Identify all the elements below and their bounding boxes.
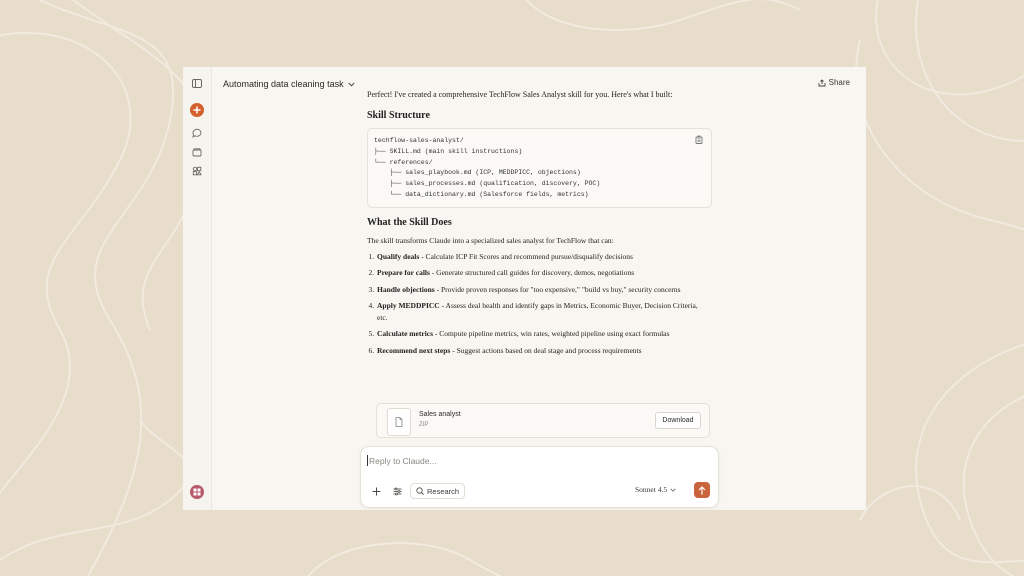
copy-icon[interactable]	[695, 135, 703, 149]
list-item	[376, 267, 710, 279]
item-title: Apply MEDDPICC	[377, 301, 440, 311]
list-item	[376, 300, 710, 323]
item-text: - Provide proven responses for "too expensive," "build vs buy," security concerns	[434, 284, 681, 294]
chats-icon[interactable]	[189, 125, 205, 141]
item-title: Prepare for calls	[377, 268, 430, 278]
plus-icon	[372, 487, 381, 496]
code-line: └── references/	[374, 158, 433, 166]
projects-icon[interactable]	[189, 144, 205, 160]
share-icon	[818, 79, 826, 87]
item-title: Recommend next steps	[377, 345, 451, 355]
list-item	[376, 251, 710, 263]
item-text: - Assess deal health and identify gaps in Metrics, Economic Buyer, Decision Criteria, etc.	[377, 301, 698, 322]
tools-button[interactable]	[390, 483, 404, 499]
file-attachment[interactable]	[376, 403, 710, 438]
grid-icon	[193, 488, 201, 496]
share-button[interactable]	[814, 76, 854, 89]
research-label: Research	[427, 486, 460, 496]
download-button[interactable]: Download	[655, 412, 701, 429]
file-icon	[387, 408, 411, 436]
artifacts-icon[interactable]	[189, 163, 205, 179]
chevron-down-icon	[670, 488, 676, 492]
sliders-icon	[393, 487, 402, 496]
plus-icon	[190, 103, 204, 117]
assistant-message	[367, 89, 710, 361]
item-text: - Calculate ICP Fit Scores and recommend pursue/disqualify decisions	[419, 251, 633, 261]
share-label: Share	[828, 78, 850, 87]
item-text: - Suggest actions based on deal stage and process requirements	[450, 345, 642, 355]
does-intro: The skill transforms Claude into a specialized sales analyst for TechFlow that can:	[367, 235, 614, 245]
add-attachment-button[interactable]	[369, 483, 383, 499]
capabilities-list	[367, 251, 710, 357]
item-text: - Compute pipeline metrics, win rates, weighted pipeline using exact formulas	[433, 329, 670, 339]
sidebar-toggle-icon[interactable]	[189, 75, 205, 91]
avatar[interactable]	[190, 485, 204, 499]
item-title: Qualify deals	[377, 251, 420, 261]
sidebar	[183, 67, 212, 510]
file-type: ZIP	[419, 422, 429, 428]
composer	[360, 446, 719, 508]
structure-heading: Skill Structure	[367, 110, 430, 121]
reply-input[interactable]	[367, 455, 671, 467]
send-button[interactable]	[694, 482, 710, 498]
code-block	[367, 128, 712, 208]
code-line: └── data_dictionary.md (Salesforce fields, metrics)	[374, 190, 589, 198]
item-text: - Generate structured call guides for discovery, demos, negotiations	[429, 268, 635, 278]
conversation-title-dropdown[interactable]	[223, 79, 355, 89]
conversation-title: Automating data cleaning task	[223, 79, 344, 89]
message-intro: Perfect! I've created a comprehensive TechFlow Sales Analyst skill for you. Here's what I built:	[367, 90, 673, 99]
app-window	[183, 67, 866, 510]
file-name: Sales analyst	[419, 411, 461, 418]
list-item	[376, 284, 710, 296]
does-heading: What the Skill Does	[367, 216, 452, 228]
text-caret	[367, 455, 368, 466]
chevron-down-icon	[348, 82, 355, 87]
model-name: Sonnet 4.5	[635, 485, 668, 494]
code-line: ├── sales_processes.md (qualification, discovery, POC)	[374, 180, 601, 188]
globe-icon	[416, 487, 424, 495]
item-title: Calculate metrics	[377, 329, 434, 339]
list-item	[376, 345, 710, 357]
code-line: ├── SKILL.md (main skill instructions)	[374, 147, 523, 155]
arrow-up-icon	[698, 486, 706, 495]
code-line: ├── sales_playbook.md (ICP, MEDDPICC, objections)	[374, 169, 581, 177]
model-selector[interactable]	[635, 485, 676, 494]
new-chat-button[interactable]	[190, 103, 204, 117]
research-button[interactable]	[410, 483, 465, 499]
list-item	[376, 328, 710, 340]
item-title: Handle objections	[377, 284, 435, 294]
code-line: techflow-sales-analyst/	[374, 137, 464, 144]
